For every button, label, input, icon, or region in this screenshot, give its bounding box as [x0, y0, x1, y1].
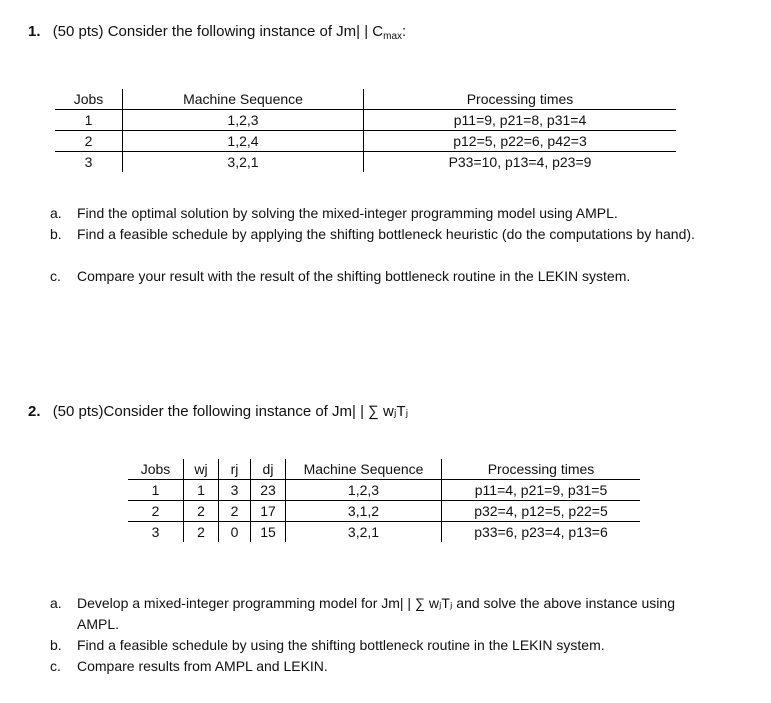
table-cell: 2	[55, 131, 123, 152]
q1-item-a-label: a.	[50, 205, 62, 221]
table-cell: 0	[219, 522, 251, 543]
q1-item-a	[50, 203, 710, 224]
q2-item-a	[50, 593, 710, 635]
q2-col-times: Processing times	[442, 459, 641, 480]
q2-heading	[28, 402, 408, 420]
table-cell: 23	[251, 480, 286, 501]
table-cell: p33=6, p23=4, p13=6	[474, 524, 608, 540]
table-cell: 3,1,2	[286, 501, 442, 522]
table-cell: p12=5, p22=6, p42=3	[364, 131, 677, 152]
q1-item-c-text: Compare your result with the result of the shifting bottleneck routine in the LEKIN system.	[77, 268, 631, 284]
q2-item-b-text: Find a feasible schedule by using the shifting bottleneck routine in the LEKIN system.	[77, 637, 605, 653]
q2-heading-text: (50 pts)Consider the following instance of Jm| | ∑ wⱼTⱼ	[52, 403, 409, 420]
q1-table-header	[55, 89, 676, 110]
table-row	[128, 522, 640, 543]
q1-heading-sub: max	[383, 31, 403, 42]
q1-col-jobs: Jobs	[55, 89, 123, 110]
q2-item-b-label: b.	[50, 637, 62, 653]
table-cell: 2	[219, 501, 251, 522]
q2-item-a-text: Develop a mixed-integer programming model for Jm| | ∑ wⱼTⱼ and solve the above instance using AMPL.	[77, 595, 675, 632]
q1-heading-end: :	[402, 23, 407, 40]
table-cell: p11=4, p21=9, p31=5	[442, 480, 641, 501]
q1-item-c	[50, 266, 710, 287]
q2-item-b	[50, 635, 710, 656]
q2-item-c-label: c.	[50, 658, 61, 674]
table-cell: P33=10, p13=4, p23=9	[448, 154, 592, 170]
table-cell: p32=4, p12=5, p22=5	[442, 501, 641, 522]
table-cell: 1,2,3	[286, 480, 442, 501]
table-row	[128, 501, 640, 522]
q1-item-b	[50, 224, 710, 266]
q1-heading-text: (50 pts) Consider the following instance of Jm| | C	[52, 23, 384, 40]
table-row	[128, 480, 640, 501]
q1-table	[55, 89, 676, 172]
q1-item-b-label: b.	[50, 226, 62, 242]
table-cell: 2	[128, 501, 184, 522]
table-cell: 1	[184, 480, 219, 501]
table-cell: p11=9, p21=8, p31=4	[364, 110, 677, 131]
q1-col-times: Processing times	[364, 89, 677, 110]
q1-number: 1.	[28, 23, 41, 40]
table-cell: 2	[184, 501, 219, 522]
q2-col-dj: dj	[251, 459, 286, 480]
q2-col-rj: rj	[219, 459, 251, 480]
table-row	[55, 131, 676, 152]
table-cell: 3	[55, 152, 123, 173]
table-cell: 1,2,3	[123, 110, 364, 131]
q2-col-sequence: Machine Sequence	[286, 459, 442, 480]
q1-heading	[28, 23, 406, 40]
table-row	[55, 152, 676, 173]
q2-table-header	[128, 459, 640, 480]
q2-col-jobs: Jobs	[128, 459, 184, 480]
table-cell: 2	[184, 522, 219, 543]
table-cell: 1,2,4	[123, 131, 364, 152]
q1-item-b-text: Find a feasible schedule by applying the shifting bottleneck heuristic (do the computations by hand).	[77, 226, 695, 242]
table-cell: 3	[128, 522, 184, 543]
q1-item-c-label: c.	[50, 268, 61, 284]
q1-item-a-text: Find the optimal solution by solving the mixed-integer programming model using AMPL.	[77, 205, 618, 221]
table-row	[55, 110, 676, 131]
q2-item-c-text: Compare results from AMPL and LEKIN.	[77, 658, 328, 674]
q2-item-a-label: a.	[50, 595, 62, 611]
table-cell: 15	[251, 522, 286, 543]
q2-col-wj: wj	[184, 459, 219, 480]
table-cell: 1	[55, 110, 123, 131]
table-cell: 1	[128, 480, 184, 501]
table-cell: 3	[219, 480, 251, 501]
q2-number: 2.	[28, 403, 41, 420]
q2-table	[128, 459, 640, 542]
table-cell: 3,2,1	[123, 152, 364, 173]
table-cell: 3,2,1	[286, 522, 442, 543]
table-cell: 17	[251, 501, 286, 522]
q1-col-sequence: Machine Sequence	[123, 89, 364, 110]
q2-item-c	[50, 656, 710, 677]
